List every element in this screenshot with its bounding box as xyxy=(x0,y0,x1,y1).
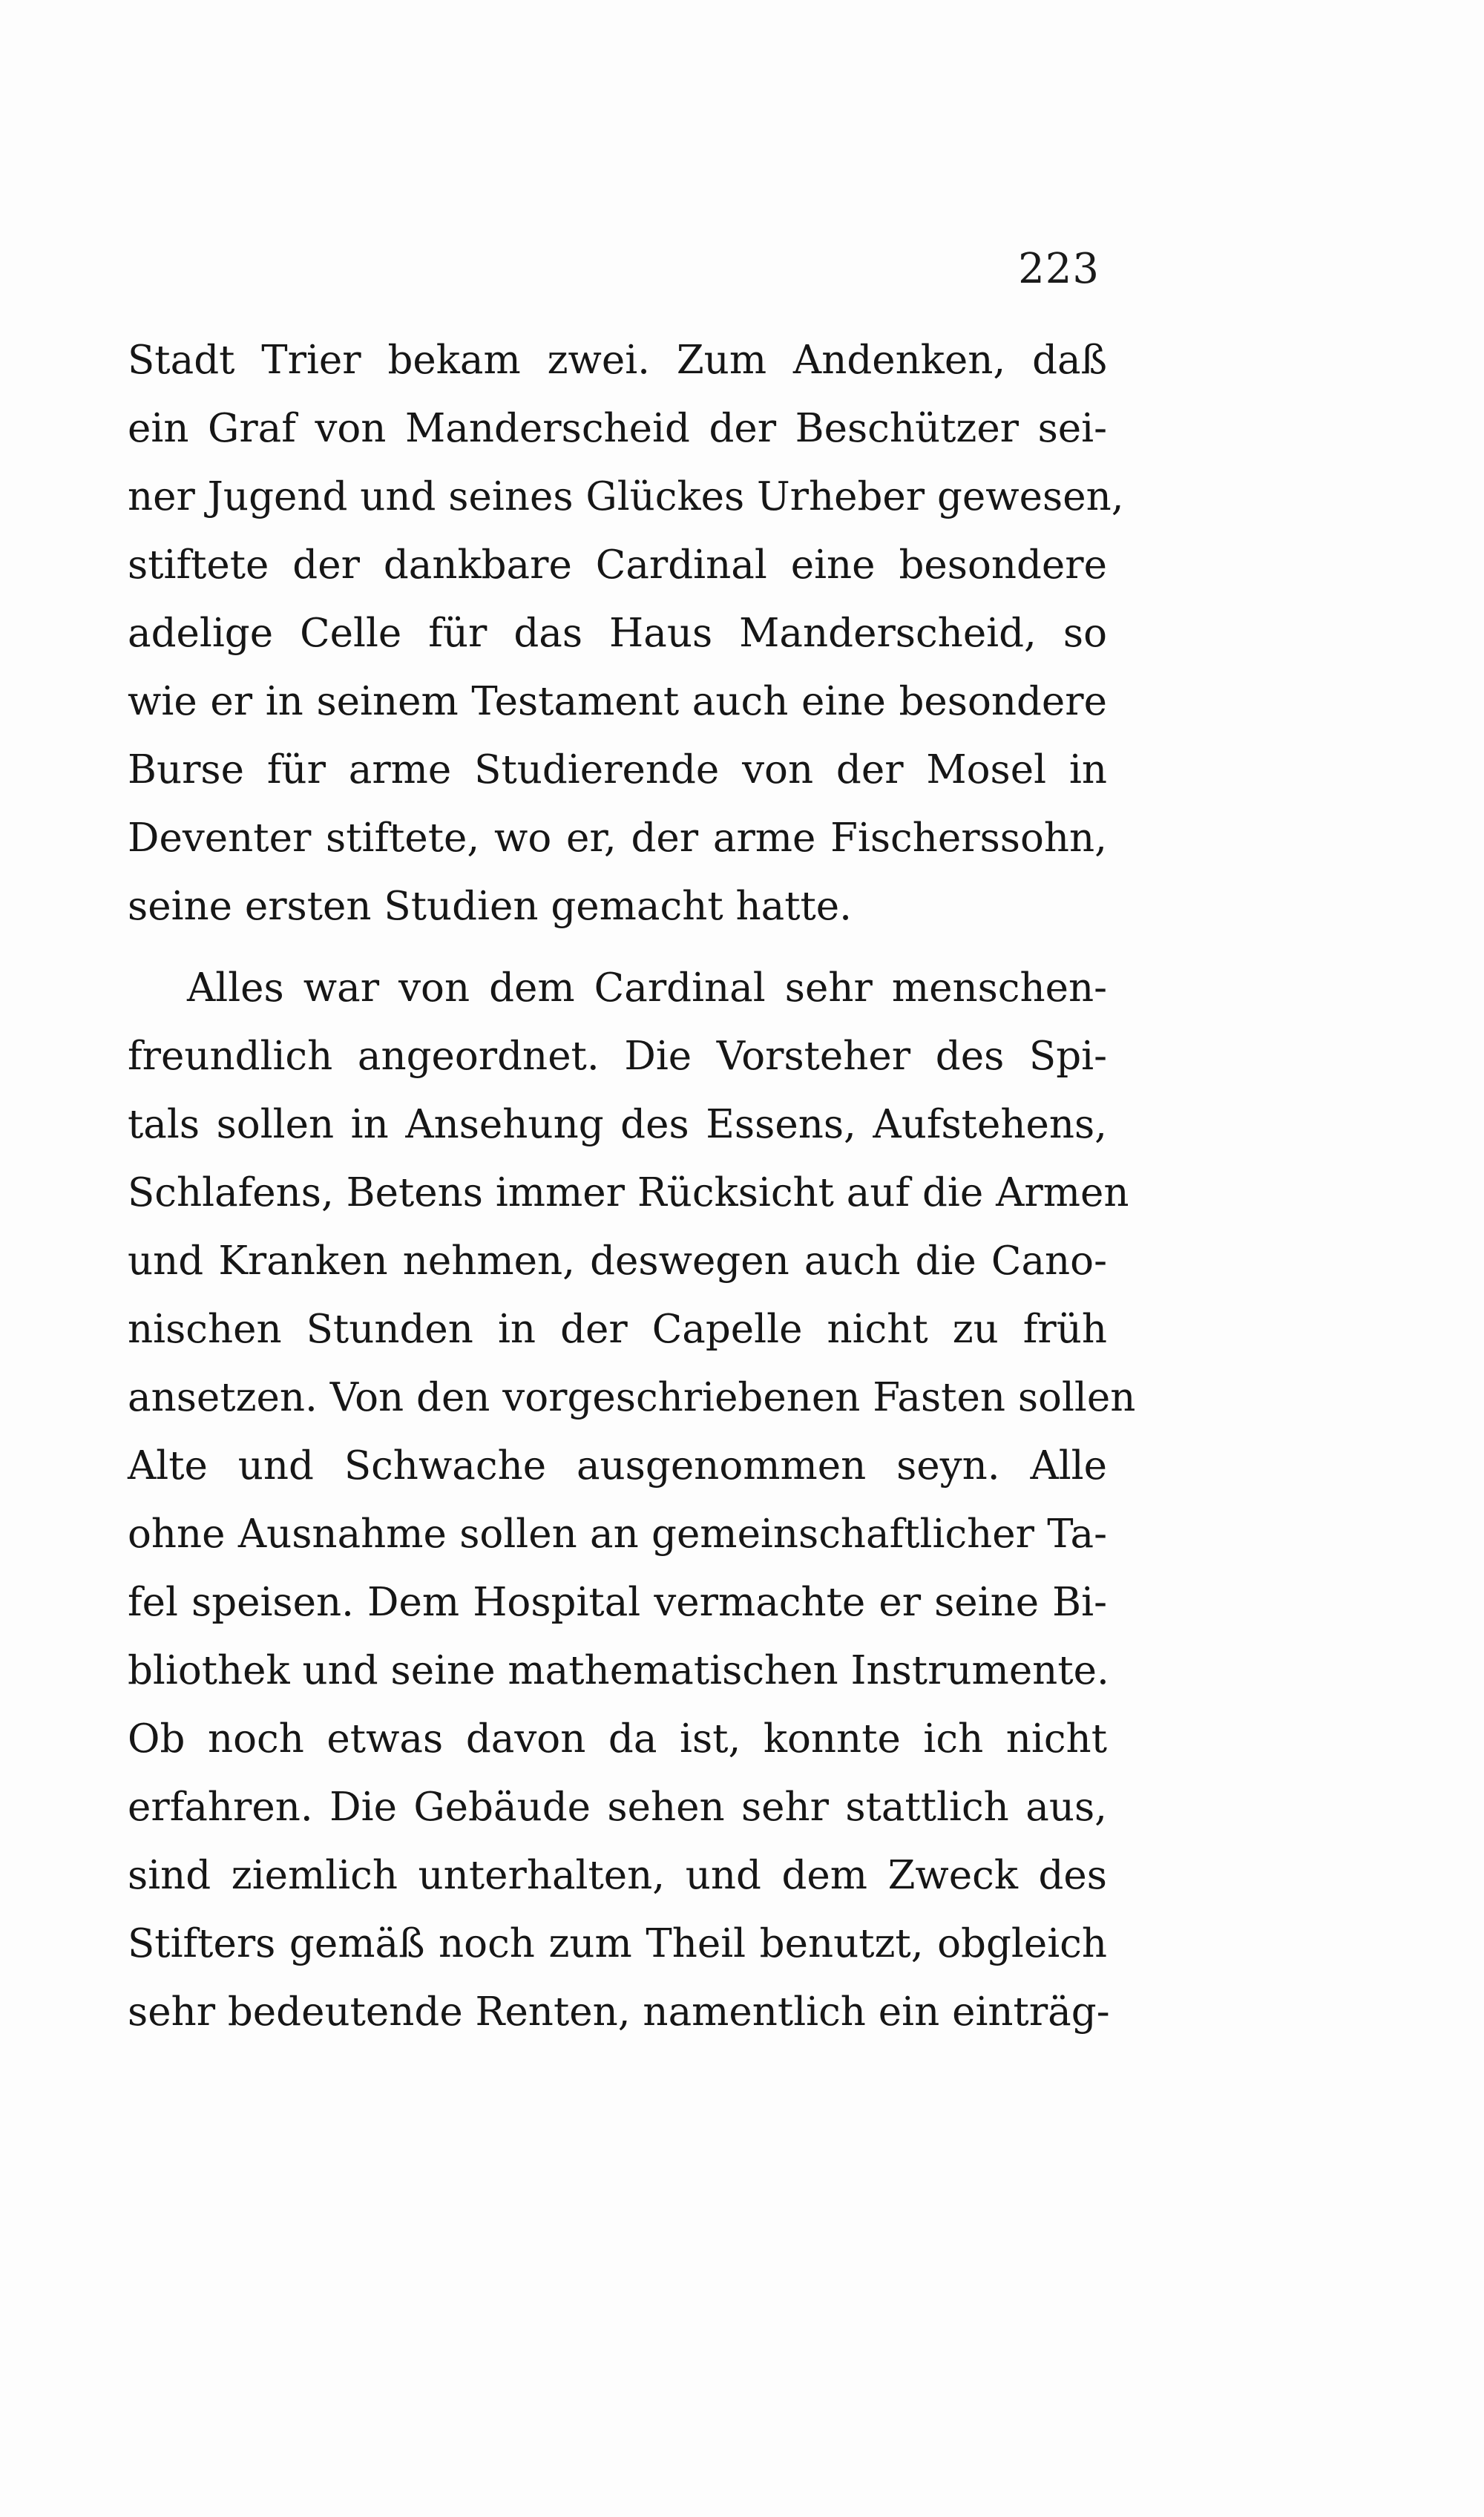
text-line: Burse für arme Studierende von der Mosel in xyxy=(128,747,1107,792)
text-line: Schlafens, Betens immer Rücksicht auf die Armen xyxy=(128,1170,1129,1215)
page-number: 223 xyxy=(1018,245,1100,293)
text-line: Ob noch etwas davon da ist, konnte ich nicht xyxy=(128,1716,1107,1762)
text-line: ohne Ausnahme sollen an gemeinschaftlicher Ta- xyxy=(128,1512,1107,1557)
text-line: Deventer stiftete, wo er, der arme Fischerssohn, xyxy=(128,816,1107,861)
text-line: und Kranken nehmen, deswegen auch die Cano- xyxy=(128,1238,1107,1284)
text-line: freundlich angeordnet. Die Vorsteher des Spi- xyxy=(128,1034,1107,1079)
text-line: bliothek und seine mathematischen Instrumente. xyxy=(128,1648,1109,1693)
text-line: sind ziemlich unterhalten, und dem Zweck des xyxy=(128,1853,1107,1898)
text-line: fel speisen. Dem Hospital vermachte er seine Bi- xyxy=(128,1580,1107,1625)
text-line: stiftete der dankbare Cardinal eine besondere xyxy=(128,542,1107,588)
paragraph-2 xyxy=(128,954,1136,2047)
text-line: seine ersten Studien gemacht hatte. xyxy=(128,884,853,929)
paragraph-gap xyxy=(128,941,1107,954)
paragraph-1 xyxy=(128,326,1124,941)
text-line: Stadt Trier bekam zwei. Zum Andenken, daß xyxy=(128,338,1107,383)
text-line: wie er in seinem Testament auch eine besondere xyxy=(128,679,1107,724)
text-line: ein Graf von Manderscheid der Beschützer sei- xyxy=(128,406,1107,451)
text-line: nischen Stunden in der Capelle nicht zu früh xyxy=(128,1307,1107,1352)
text-line: Alles war von dem Cardinal sehr menschen- xyxy=(187,965,1107,1011)
text-line: sehr bedeutende Renten, namentlich ein einträg- xyxy=(128,1989,1110,2035)
text-line: Alte und Schwache ausgenommen seyn. Alle xyxy=(128,1443,1107,1489)
text-line: ansetzen. Von den vorgeschriebenen Fasten sollen xyxy=(128,1375,1136,1420)
body-text xyxy=(128,326,1136,2047)
text-line: Stifters gemäß noch zum Theil benutzt, obgleich xyxy=(128,1921,1107,1966)
text-line: erfahren. Die Gebäude sehen sehr stattlich aus, xyxy=(128,1785,1107,1830)
text-line: ner Jugend und seines Glückes Urheber gewesen, xyxy=(128,474,1124,519)
text-line: tals sollen in Ansehung des Essens, Aufstehens, xyxy=(128,1102,1107,1147)
text-line: adelige Celle für das Haus Manderscheid, so xyxy=(128,611,1107,656)
